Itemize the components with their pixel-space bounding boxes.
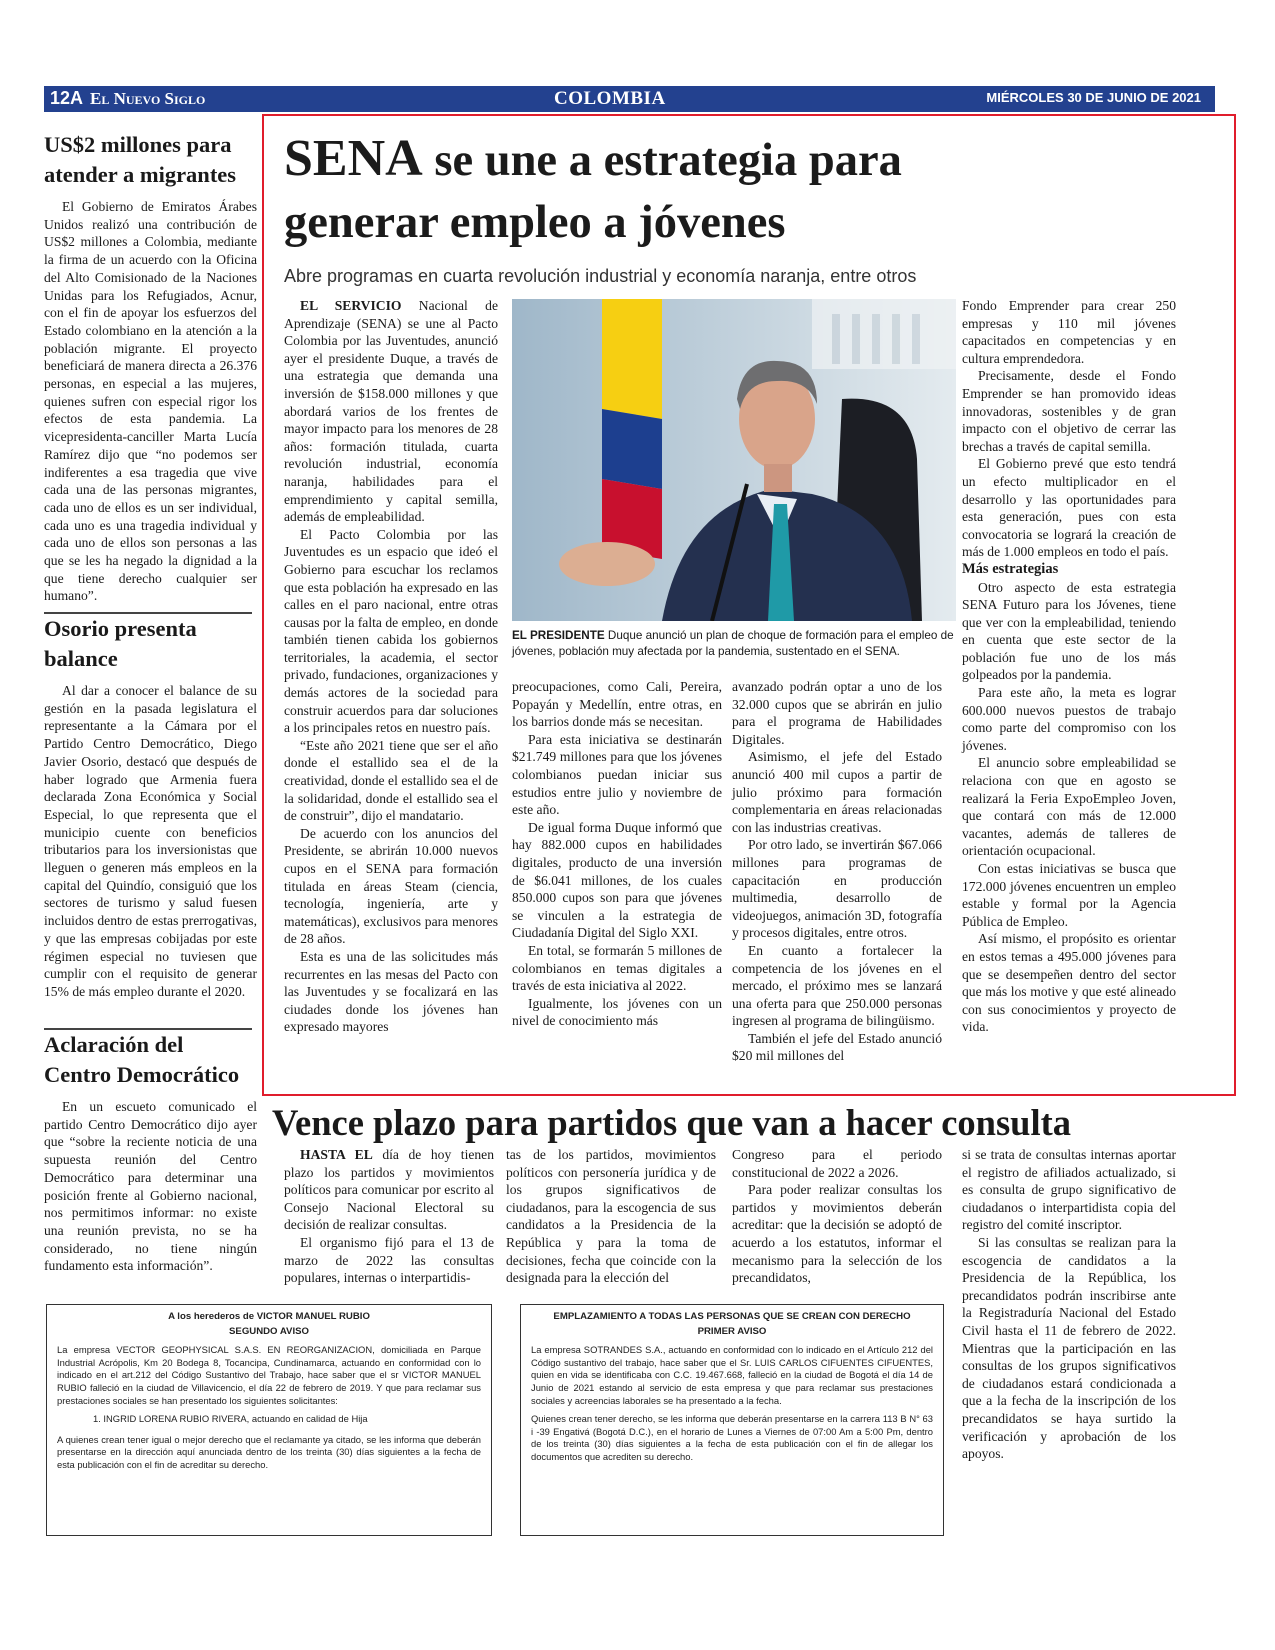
- paragraph: De acuerdo con los anuncios del Presidente, se abrirán 10.000 nuevos cupos en el SENA para formación titulada en áreas Steam (ciencia, tecnología, ingeniería, arte y matemáticas), exclusivos para menores de 28 años.: [284, 825, 498, 947]
- paragraph: Asimismo, el jefe del Estado anunció 400 mil cupos a partir de julio próximo para formación complementaria en áreas relacionadas con las industrias creativas.: [732, 749, 942, 835]
- page-number: 12A: [50, 88, 84, 108]
- side-story-body: [44, 198, 257, 605]
- paragraph: Fondo Emprender para crear 250 empresas y 110 mil jóvenes capacitados en competencias y en cultura emprendedora.: [962, 298, 1176, 366]
- notice-paragraph: Quienes crean tener derecho, se les informa que deberán presentarse en la carrera 113 B N° 63 i -39 Engativá (Bogotá D.C.), en el horario de Lunes a Viernes de 07:00 Am a 5:00 Pm, dentro de los treinta (30) días siguientes a la fecha de esta publicación con el fin de allegar los documentos que acrediten su derecho.: [531, 1413, 933, 1462]
- side-story-aclaracion: [44, 1030, 257, 1275]
- second-article-column-2: [506, 1146, 716, 1287]
- notice-title: EMPLAZAMIENTO A TODAS LAS PERSONAS QUE SE CREAN CON DERECHO: [553, 1311, 911, 1322]
- paragraph: En cuanto a fortalecer la competencia de los jóvenes en el mercado, el próximo mes se lanzará una oferta para que 250.000 personas ingresen al programa de bilingüismo.: [732, 942, 942, 1029]
- main-article-column-3: [732, 678, 942, 1065]
- paragraph: “Este año 2021 tiene que ser el año donde el estallido sea el de la creatividad, donde el estallido sea el de la solidaridad, donde el estallido sea el de construir”, dijo el mandatario.: [284, 737, 498, 824]
- caption-text: Duque anunció un plan de choque de formación para el empleo de jóvenes, población muy afectada por la pandemia, sustentado en el SENA.: [512, 629, 954, 658]
- side-story-title-line: balance: [44, 646, 118, 671]
- paragraph: Por otro lado, se invertirán $67.066 millones para programas de capacitación en producción multimedia, desarrollo de videojuegos, animación 3D, fotografía y procesos digitales, entre otros.: [732, 837, 942, 941]
- paragraph: si se trata de consultas internas aportar el registro de afiliados actualizado, si es consulta de grupo significativo de ciudadanos o interpartidista copia del registro del comité inscriptor.: [962, 1147, 1176, 1233]
- paragraph: preocupaciones, como Cali, Pereira, Popayán y Medellín, entre otras, en los barrios donde más se necesitan.: [512, 679, 722, 730]
- paragraph: El Gobierno de Emiratos Árabes Unidos realizó una contribución de US$2 millones a Colombia, mediante la firma de un acuerdo con la Oficina del Alto Comisionado de la Naciones Unidas para los Refugiados, Acnur, con el fin de apoyar los esfuerzos del Estado colombiano en la atención a la población migrante. El proyecto beneficiará de manera directa a 26.376 personas, en especial a las mujeres, quienes sufren con especial rigor los efectos de esta pandemia. La vicepresidenta-canciller Marta Lucía Ramírez dijo que “no podemos ser indiferentes a esa tragedia que vive cada una de las personas migrantes, cada uno de ellos es un ser individual, cada uno es una tragedia individual y cada uno de ellos son personas a las que se les ha negado la dignidad a la que tiene derecho cualquier ser humano”.: [44, 199, 257, 604]
- paragraph-text: día de hoy tienen plazo los partidos y movimientos políticos para comunicar por escrito al Consejo Nacional Electoral su decisión de realizar consultas.: [284, 1147, 495, 1233]
- notice-paragraph: La empresa VECTOR GEOPHYSICAL S.A.S. EN REORGANIZACION, domiciliada en Parque Industrial Acrópolis, Km 20 Bodega 8, Tocancipa, Cundinamarca, actuando en conformidad con lo indicado en el art.212 del Código Sustantivo del Trabajo, hace saber que el sr VICTOR MANUEL RUBIO falleció en la ciudad de Villavicencio, el día 22 de febrero de 2019. Y que para reclamar sus prestaciones sociales se han presentado los siguientes solicitantes:: [57, 1344, 481, 1406]
- notice-subtitle: PRIMER AVISO: [697, 1325, 767, 1337]
- issue-date: MIÉRCOLES 30 DE JUNIO DE 2021: [986, 90, 1201, 105]
- paragraph: [284, 297, 498, 526]
- kicker: EL SERVICIO: [300, 298, 402, 313]
- notice-subtitle: SEGUNDO AVISO: [229, 1325, 309, 1337]
- paragraph: El anuncio sobre empleabilidad se relaciona con que en agosto se realizará la Feria ExpoEmpleo Joven, que contará con más de 12.000 vacantes, además de talleres de orientación ocupacional.: [962, 755, 1176, 859]
- title-line: se une a estrategia para: [422, 135, 902, 186]
- side-story-title-line: US$2 millones para: [44, 132, 232, 157]
- caption-kicker: EL PRESIDENTE: [512, 629, 605, 642]
- side-story-title: [44, 614, 257, 674]
- title-line: generar empleo a jóvenes: [284, 197, 786, 248]
- side-story-osorio: [44, 614, 257, 1001]
- paragraph: Para poder realizar consultas los partidos y movimientos deberán acreditar: que la decisión se adoptó de acuerdo a los estatutos, informar el mecanismo para la selección de los precandidatos,: [732, 1182, 942, 1286]
- paragraph: Otro aspecto de esta estrategia SENA Futuro para los Jóvenes, tiene que ver con la empleabilidad, teniendo en cuenta que este sector de la población fue uno de los más golpeados por la pandemia.: [962, 579, 1176, 683]
- paragraph: Con estas iniciativas se busca que 172.000 jóvenes encuentren un empleo estable y formal por la Agencia Pública de Empleo.: [962, 861, 1176, 929]
- paragraph: El Pacto Colombia por las Juventudes es un espacio que ideó el Gobierno para escuchar los reclamos que esta población ha expresado en las calles en el paro nacional, entre otras causas por la falta de empleo, en donde también tienen cabida los gobiernos territoriales, la academia, el sector privado, fundaciones, organizaciones y demás actores de la sociedad para construir acuerdos para dar soluciones a los principales retos en nuestro país.: [284, 526, 498, 736]
- president-photo: [512, 299, 956, 621]
- side-story-title: [44, 130, 257, 190]
- section-name: COLOMBIA: [554, 88, 666, 109]
- second-article-column-4: [962, 1146, 1176, 1463]
- notice-paragraph: La empresa SOTRANDES S.A., actuando en conformidad con lo indicado en el Artículo 212 del Código sustantivo del trabajo, hace saber que el Sr. LUIS CARLOS CIFUENTES CIFUENTES, quien en vida se identificaba con C.C. 19.467.668, falleció en la ciudad de Bogotá el día 14 de Junio de 2021 estando al servicio de esta empresa y que para reclamar sus prestaciones sociales y acreencias laborales se ha presentado a la fecha.: [531, 1344, 933, 1406]
- page-header: [44, 86, 1215, 112]
- paragraph: Para esta iniciativa se destinarán $21.749 millones para que los jóvenes colombianos puedan iniciar sus estudios entre julio y noviembre de este año.: [512, 731, 722, 818]
- paragraph: Precisamente, desde el Fondo Emprender se han promovido ideas innovadoras, sostenibles y de gran impacto con el objetivo de cerrar las brechas a través de capital semilla.: [962, 368, 1176, 454]
- side-story-title-line: atender a migrantes: [44, 162, 237, 187]
- main-article-column-4: [962, 297, 1176, 1036]
- second-article-title: Vence plazo para partidos que van a hacer consulta: [272, 1102, 1071, 1143]
- paragraph: [284, 1146, 494, 1234]
- side-story-migrantes: [44, 130, 257, 605]
- title-highlight: SENA: [284, 130, 423, 187]
- paragraph-text: Nacional de Aprendizaje (SENA) se une al Pacto Colombia por las Juventudes, anunció ayer el presidente Duque, a través de una estrategia que demanda una inversión de $158.000 millones y que abordará varios de los frentes de mayor impacto para los menores de 28 años: formación titulada, cuarta revolución industrial, economía naranja, habilidades para el emprendimiento y capital semilla, además de empleabilidad.: [284, 298, 498, 525]
- side-story-title-line: Centro Democrático: [44, 1062, 240, 1087]
- paragraph: También el jefe del Estado anunció $20 mil millones del: [732, 1030, 942, 1064]
- paragraph: El organismo fijó para el 13 de marzo de 2022 las consultas populares, internas o interpartidis-: [284, 1234, 494, 1286]
- kicker: HASTA EL: [300, 1147, 373, 1162]
- paragraph: De igual forma Duque informó que hay 882.000 cupos en habilidades digitales, producto de una inversión de $6.041 millones, de los cuales 850.000 cupos son para que jóvenes se vinculen a la estrategia de Ciudadanía Digital del Siglo XXI.: [512, 819, 722, 941]
- notice-title: A los herederos de VICTOR MANUEL RUBIO: [168, 1311, 370, 1322]
- paragraph: tas de los partidos, movimientos políticos con personería jurídica y de los grupos significativos de ciudadanos, para la escogencia de sus candidatos a la Presidencia de la República y para la toma de decisiones, fecha que coincide con la designada para la elección del: [506, 1147, 716, 1286]
- notice-paragraph: A quienes crean tener igual o mejor derecho que el reclamante ya citado, se les informa que deberán presentarse en la dirección aquí anunciada dentro de los treinta (30) días siguientes a la fecha de esta publicación con el fin de acreditar su derecho.: [57, 1433, 481, 1470]
- second-article-column-1: [284, 1146, 494, 1287]
- second-article-column-3: [732, 1146, 942, 1287]
- photo-illustration: [512, 299, 956, 621]
- main-article-column-2: [512, 678, 722, 1030]
- paragraph: Para este año, la meta es lograr 600.000 nuevos puestos de trabajo como parte del compromiso con los jóvenes.: [962, 685, 1176, 753]
- newspaper-name: El Nuevo Siglo: [90, 89, 206, 108]
- paragraph: Congreso para el periodo constitucional de 2022 a 2026.: [732, 1147, 942, 1180]
- paragraph: En un escueto comunicado el partido Centro Democrático dijo ayer que “sobre la reciente noticia de una supuesta reunión del Centro Democrático para determinar una posición frente al Gobierno nacional, nos permitimos informar: no existe una reunión prevista, no se ha considerado, no tiene ningún fundamento esta información”.: [44, 1099, 257, 1274]
- main-article-column-1: [284, 297, 498, 1036]
- paragraph: En total, se formarán 5 millones de colombianos en temas digitales a través de esta iniciativa al 2022.: [512, 942, 722, 994]
- photo-caption: [512, 628, 958, 660]
- paragraph: Igualmente, los jóvenes con un nivel de conocimiento más: [512, 995, 722, 1029]
- paragraph: avanzado podrán optar a uno de los 32.000 cupos que se abrirán en julio para el programa de Habilidades Digitales.: [732, 679, 942, 747]
- side-story-body: [44, 1098, 257, 1275]
- paragraph: Esta es una de las solicitudes más recurrentes en las mesas del Pacto con las Juventudes y se focalizará en las ciudades donde los jóvenes han expresado mayores: [284, 948, 498, 1035]
- side-story-title: [44, 1030, 257, 1090]
- legal-notice-rubio: [46, 1304, 492, 1536]
- side-story-title-line: Osorio presenta: [44, 616, 197, 641]
- paragraph: El Gobierno prevé que esto tendrá un efecto multiplicador en el desarrollo y las oportunidades para esta generación, pues con esta convocatoria se logrará la creación de más de 1.000 empleos en todo el país.: [962, 456, 1176, 560]
- paragraph: Así mismo, el propósito es orientar en estos temas a 495.000 jóvenes para que se desempeñen dentro del sector que más los motive y que esté alineado con sus conocimientos y proyecto de vida.: [962, 931, 1176, 1035]
- notice-list-item: 1. INGRID LORENA RUBIO RIVERA, actuando en calidad de Hija: [93, 1413, 368, 1425]
- paragraph: Si las consultas se realizan para la escogencia de candidatos a la Presidencia de la República, los precandidatos podrán inscribirse ante la Registraduría Nacional del Estado Civil hasta el 11 de febrero de 2022. Mientras que la participación en las consultas de los grupos significativos de ciudadanos estará condicionada a que a la fecha de la inscripción de los precandidatos se haya surtido la verificación y aprobación de los apoyos.: [962, 1234, 1176, 1462]
- paragraph: Al dar a conocer el balance de su gestión en la pasada legislatura el representante a la Cámara por el Partido Centro Democrático, Diego Javier Osorio, destacó que después de haber logrado que Armenia fuera declarada Zona Económica y Social Especial, lo que representa que el municipio cuente con beneficios tributarios para los inversionistas que lleguen o generen más empleos en la capital del Quindío, consiguió que los sectores de turismo y salud fuesen incluidos dentro de estas prerrogativas, y que las empresas cobijadas por este régimen especial no tuviesen que cumplir con el requisito de generar 15% de más empleo durante el 2020.: [44, 683, 257, 999]
- subheading: Más estrategias: [962, 560, 1059, 577]
- side-story-title-line: Aclaración del: [44, 1032, 184, 1057]
- legal-notice-sotrandes: [520, 1304, 944, 1536]
- side-story-body: [44, 682, 257, 1001]
- main-article-subtitle: Abre programas en cuarta revolución industrial y economía naranja, entre otros: [284, 266, 917, 286]
- main-article-title: [284, 128, 1214, 254]
